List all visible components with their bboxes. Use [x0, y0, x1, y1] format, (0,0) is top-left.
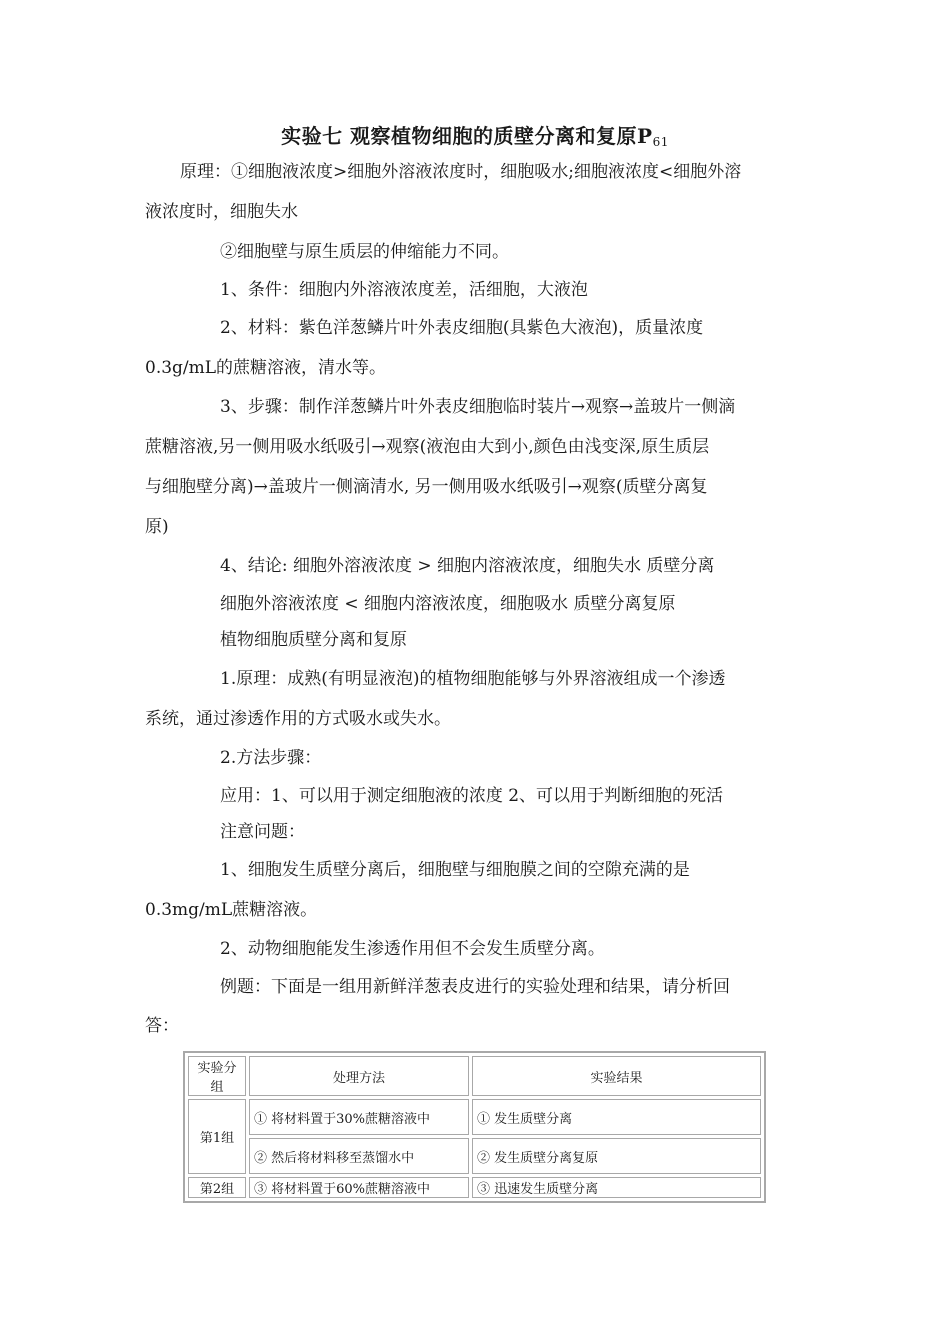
result-cell: ① 发生质壁分离: [472, 1099, 761, 1135]
paragraph-line: 例题：下面是一组用新鲜洋葱表皮进行的实验处理和结果，请分析回: [220, 977, 730, 997]
paragraph-line: 液浓度时，细胞失水: [145, 202, 298, 222]
paragraph-line: 4、结论: 细胞外溶液浓度 > 细胞内溶液浓度，细胞失水 质壁分离: [220, 556, 715, 576]
method-cell: ② 然后将材料移至蒸馏水中: [249, 1138, 469, 1174]
paragraph-line: 应用：1、可以用于测定细胞液的浓度 2、可以用于判断细胞的死活: [220, 786, 724, 806]
paragraph-line: 蔗糖溶液,另一侧用吸水纸吸引→观察(液泡由大到小,颜色由浅变深,原生质层: [145, 437, 710, 457]
paragraph-line: 原): [145, 517, 169, 537]
experiment-table: [183, 1051, 766, 1203]
table-header-cell: 处理方法: [249, 1056, 469, 1096]
table-header-cell: 实验结果: [472, 1056, 761, 1096]
paragraph-line: 0.3g/mL的蔗糖溶液，清水等。: [145, 358, 387, 378]
page-title: [0, 120, 950, 149]
paragraph-line: 2.方法步骤：: [220, 748, 322, 768]
table-row: [188, 1177, 761, 1198]
paragraph-line: 1.原理：成熟(有明显液泡)的植物细胞能够与外界溶液组成一个渗透: [220, 669, 726, 689]
method-cell: ③ 将材料置于60%蔗糖溶液中: [249, 1177, 469, 1198]
result-cell: ② 发生质壁分离复原: [472, 1138, 761, 1174]
paragraph-line: 与细胞壁分离)→盖玻片一侧滴清水, 另一侧用吸水纸吸引→观察(质壁分离复: [145, 477, 708, 497]
title-text: 实验七 观察植物细胞的质壁分离和复原P: [281, 124, 653, 148]
paragraph-line: 原理：①细胞液浓度>细胞外溶液浓度时，细胞吸水;细胞液浓度<细胞外溶: [180, 162, 742, 182]
table-row: [188, 1138, 761, 1174]
paragraph-line: 2、动物细胞能发生渗透作用但不会发生质壁分离。: [220, 939, 605, 959]
paragraph-line: 细胞外溶液浓度 < 细胞内溶液浓度，细胞吸水 质壁分离复原: [220, 594, 676, 614]
paragraph-line: 0.3mg/mL蔗糖溶液。: [145, 900, 318, 920]
paragraph-line: ②细胞壁与原生质层的伸缩能力不同。: [220, 242, 509, 262]
method-cell: ① 将材料置于30%蔗糖溶液中: [249, 1099, 469, 1135]
table-header-row: [188, 1056, 761, 1096]
paragraph-line: 注意问题：: [220, 822, 305, 842]
paragraph-line: 系统，通过渗透作用的方式吸水或失水。: [145, 709, 451, 729]
paragraph-line: 1、条件：细胞内外溶液浓度差，活细胞，大液泡: [220, 280, 588, 300]
table-row: [188, 1099, 761, 1135]
paragraph-line: 答：: [145, 1016, 179, 1036]
paragraph-line: 植物细胞质壁分离和复原: [220, 630, 407, 650]
result-cell: ③ 迅速发生质壁分离: [472, 1177, 761, 1198]
table-header-cell: 实验分组: [188, 1056, 246, 1096]
paragraph-line: 1、细胞发生质壁分离后，细胞壁与细胞膜之间的空隙充满的是: [220, 860, 690, 880]
paragraph-line: 2、材料：紫色洋葱鳞片叶外表皮细胞(具紫色大液泡)，质量浓度: [220, 318, 704, 338]
title-page-subscript: 61: [652, 135, 669, 149]
group-cell: 第1组: [188, 1099, 246, 1174]
paragraph-line: 3、步骤：制作洋葱鳞片叶外表皮细胞临时装片→观察→盖玻片一侧滴: [220, 397, 736, 417]
group-cell: 第2组: [188, 1177, 246, 1198]
